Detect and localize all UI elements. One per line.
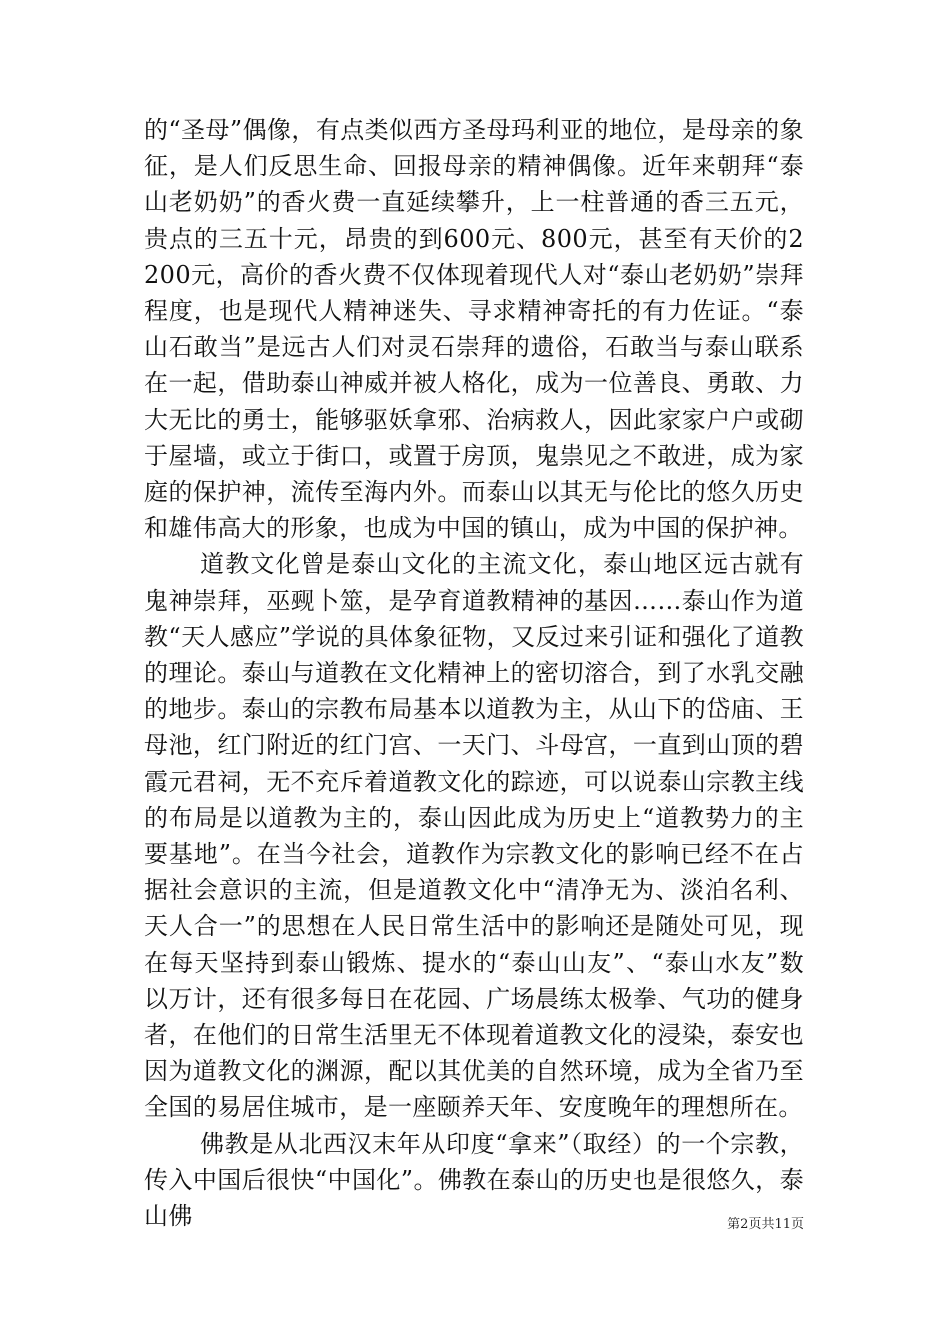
paragraph-1: 的“圣母”偶像，有点类似西方圣母玛利亚的地位，是母亲的象征，是人们反思生命、回报母亲的精神偶像。近年来朝拜“泰山老奶奶”的香火费一直延续攀升，上一柱普通的香三五元，贵点的三五十元，昂贵的到600元、800元，甚至有天价的2200元，高价的香火费不仅体现着现代人对“泰山老奶奶”崇拜程度，也是现代人精神迷失、寻求精神寄托的有力佐证。“泰山石敢当”是远古人们对灵石崇拜的遗俗，石敢当与泰山联系在一起，借助泰山神威并被人格化，成为一位善良、勇敢、力大无比的勇士，能够驱妖拿邪、治病救人，因此家家户户或砌于屋墙，或立于街口，或置于房顶，鬼祟见之不敢进，成为家庭的保护神，流传至海内外。而泰山以其无与伦比的悠久历史和雄伟高大的形象，也成为中国的镇山，成为中国的保护神。 [144,116,804,543]
paragraph-3: 佛教是从北西汉末年从印度“拿来”（取经）的一个宗教，传入中国后很快“中国化”。佛教在泰山的历史也是很悠久，泰山佛 [144,1129,804,1231]
page-number-footer: 第2页共11页 [727,1217,804,1232]
paragraph-2: 道教文化曾是泰山文化的主流文化，泰山地区远古就有鬼神崇拜，巫觋卜筮，是孕育道教精神的基因……泰山作为道教“天人感应”学说的具体象征物，又反过来引证和强化了道教的理论。泰山与道教在文化精神上的密切溶合，到了水乳交融的地步。泰山的宗教布局基本以道教为主，从山下的岱庙、王母池，红门附近的红门宫、一天门、斗母宫，一直到山顶的碧霞元君祠，无不充斥着道教文化的踪迹，可以说泰山宗教主线的布局是以道教为主的，泰山因此成为历史上“道教势力的主要基地”。在当今社会，道教作为宗教文化的影响已经不在占据社会意识的主流，但是道教文化中“清净无为、淡泊名利、天人合一”的思想在人民日常生活中的影响还是随处可见，现在每天坚持到泰山锻炼、提水的“泰山山友”、“泰山水友”数以万计，还有很多每日在花园、广场晨练太极拳、气功的健身者，在他们的日常生活里无不体现着道教文化的浸染，泰安也因为道教文化的渊源，配以其优美的自然环境，成为全省乃至全国的易居住城市，是一座颐养天年、安度晚年的理想所在。 [144,550,804,1122]
body-text [144,112,804,1234]
